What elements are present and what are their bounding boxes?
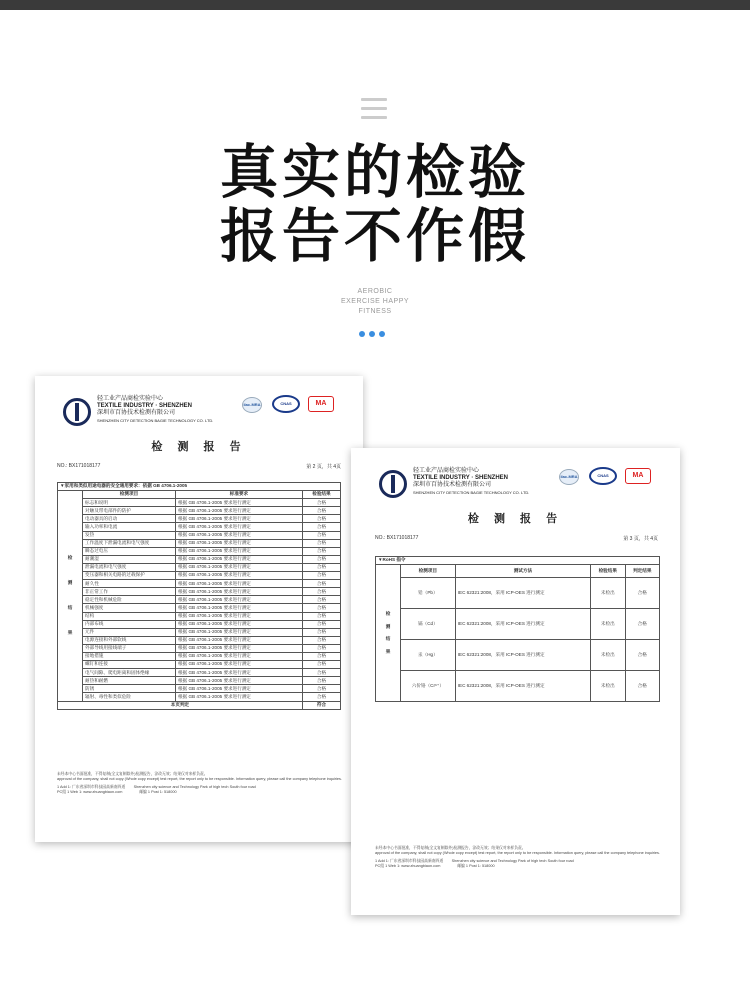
standard-requirement: 根据 GB 4706.1-2005 要求进行测定 bbox=[176, 620, 303, 628]
summary-row bbox=[58, 701, 341, 709]
test-item: 元件 bbox=[83, 628, 176, 636]
table-row bbox=[58, 612, 341, 620]
tagline bbox=[0, 287, 750, 317]
test-method: IEC 62321:2008，采用 ICP-OES 进行测定 bbox=[455, 578, 590, 609]
tagline-line-3: FITNESS bbox=[358, 308, 392, 315]
lab-company-en: SHENZHEN CITY DETECTION BAGIE TECHNOLOGY CO. LTD. bbox=[413, 490, 530, 495]
dot bbox=[359, 331, 365, 337]
side-label: 检 测 结 果 bbox=[376, 565, 401, 702]
test-result: 合格 bbox=[302, 669, 340, 677]
table-row bbox=[58, 652, 341, 660]
report-number: NO.: BX171018177 bbox=[57, 463, 101, 469]
dot bbox=[369, 331, 375, 337]
test-result: 合格 bbox=[302, 507, 340, 515]
test-item: 电源连接和外部软线 bbox=[83, 636, 176, 644]
test-result: 未检出 bbox=[591, 640, 625, 671]
standard-requirement: 根据 GB 4706.1-2005 要求进行测定 bbox=[176, 547, 303, 555]
page-number: 第 2 页，共 4页 bbox=[306, 464, 341, 470]
standard-requirement: 根据 GB 4706.1-2005 要求进行测定 bbox=[176, 499, 303, 507]
table-row bbox=[58, 669, 341, 677]
table-row bbox=[58, 661, 341, 669]
test-item: 电气间隙、爬电距离和固体绝缘 bbox=[83, 669, 176, 677]
table-row bbox=[58, 685, 341, 693]
ma-badge-icon: MA bbox=[308, 396, 334, 412]
tagline-line-2: EXERCISE HAPPY bbox=[340, 298, 410, 305]
test-result: 合格 bbox=[302, 604, 340, 612]
standard-requirement: 根据 GB 4706.1-2005 要求进行测定 bbox=[176, 580, 303, 588]
test-result: 未检出 bbox=[591, 609, 625, 640]
standard-requirement: 根据 GB 4706.1-2005 要求进行测定 bbox=[176, 644, 303, 652]
table-row bbox=[58, 677, 341, 685]
report-number: NO.: BX171018177 bbox=[375, 535, 419, 541]
rohs-results-table bbox=[375, 556, 660, 702]
test-result: 合格 bbox=[302, 580, 340, 588]
test-result: 合格 bbox=[302, 588, 340, 596]
test-item: 螺钉和连接 bbox=[83, 661, 176, 669]
table-row bbox=[58, 572, 341, 580]
test-item: 工作温度下泄漏电流和电气强度 bbox=[83, 539, 176, 547]
lab-logo-icon bbox=[63, 398, 91, 426]
test-item: 辐射、毒性和类似危险 bbox=[83, 693, 176, 701]
test-result: 合格 bbox=[302, 661, 340, 669]
test-result: 合格 bbox=[302, 677, 340, 685]
test-result: 合格 bbox=[302, 685, 340, 693]
standard-requirement: 根据 GB 4706.1-2005 要求进行测定 bbox=[176, 612, 303, 620]
test-item: 电动器具的启动 bbox=[83, 515, 176, 523]
side-label: 检 测 结 果 bbox=[58, 491, 83, 701]
test-result: 合格 bbox=[302, 693, 340, 701]
table-row bbox=[58, 604, 341, 612]
test-item: 瞬态过电压 bbox=[83, 547, 176, 555]
test-method: IEC 62321:2008，采用 ICP-OES 进行测定 bbox=[455, 640, 590, 671]
tagline-line-1: AEROBIC bbox=[357, 288, 393, 295]
headline-line-2: 报告不作假 bbox=[219, 202, 530, 270]
test-result: 合格 bbox=[302, 628, 340, 636]
standard-requirement: 根据 GB 4706.1-2005 要求进行测定 bbox=[176, 515, 303, 523]
test-result: 合格 bbox=[302, 547, 340, 555]
table-row bbox=[376, 640, 660, 671]
test-item: 耐久性 bbox=[83, 580, 176, 588]
report-footer bbox=[57, 772, 347, 795]
footer-web: PC组 1 Web 1: www.zhuangbiaon.com bbox=[57, 790, 123, 794]
footer-web: PC组 1 Web 1: www.zhuangbiaon.com bbox=[375, 864, 441, 868]
test-result: 合格 bbox=[302, 499, 340, 507]
footer-address-cn: 1 Add 1: 广东省深圳市科技园高新南四道 bbox=[375, 859, 444, 863]
col-header: 检测项目 bbox=[401, 565, 456, 578]
test-item: 泄漏电流和电气强度 bbox=[83, 563, 176, 571]
standard-requirement: 根据 GB 4706.1-2005 要求进行测定 bbox=[176, 628, 303, 636]
summary-label: 本页判定 bbox=[58, 701, 303, 709]
test-item: 结构 bbox=[83, 612, 176, 620]
test-result: 合格 bbox=[302, 523, 340, 531]
test-result: 合格 bbox=[302, 644, 340, 652]
test-item: 稳定性和机械危险 bbox=[83, 596, 176, 604]
standard-requirement: 根据 GB 4706.1-2005 要求进行测定 bbox=[176, 669, 303, 677]
table-section-title: ▼家用和类似用途电器的安全通用要求：依据 GB 4706.1-2005 bbox=[58, 483, 341, 491]
test-result: 合格 bbox=[302, 636, 340, 644]
table-row bbox=[58, 523, 341, 531]
table-row bbox=[376, 671, 660, 702]
top-bar bbox=[0, 0, 750, 10]
test-item: 汞（Hg） bbox=[401, 640, 456, 671]
col-header: 标准要求 bbox=[176, 491, 303, 499]
pagination-dots bbox=[359, 322, 391, 328]
col-header: 检验结果 bbox=[302, 491, 340, 499]
table-row bbox=[58, 555, 341, 563]
standard-requirement: 根据 GB 4706.1-2005 要求进行测定 bbox=[176, 604, 303, 612]
standard-requirement: 根据 GB 4706.1-2005 要求进行测定 bbox=[176, 572, 303, 580]
test-item: 机械强度 bbox=[83, 604, 176, 612]
standard-requirement: 根据 GB 4706.1-2005 要求进行测定 bbox=[176, 636, 303, 644]
table-row bbox=[58, 547, 341, 555]
table-row bbox=[376, 578, 660, 609]
standard-requirement: 根据 GB 4706.1-2005 要求进行测定 bbox=[176, 693, 303, 701]
standard-requirement: 根据 GB 4706.1-2005 要求进行测定 bbox=[176, 596, 303, 604]
cnas-badge-icon: CNAS bbox=[272, 395, 300, 413]
standard-requirement: 根据 GB 4706.1-2005 要求进行测定 bbox=[176, 661, 303, 669]
report-footer bbox=[375, 846, 665, 869]
lab-name-en: TEXTILE INDUSTRY · SHENZHEN bbox=[97, 403, 193, 409]
test-result: 合格 bbox=[302, 596, 340, 604]
test-item: 输入功率和电流 bbox=[83, 523, 176, 531]
test-item: 耐热和耐燃 bbox=[83, 677, 176, 685]
standard-requirement: 根据 GB 4706.1-2005 要求进行测定 bbox=[176, 588, 303, 596]
footer-address-en: Shenzhen city science and Technology Park of high tech South four road bbox=[133, 785, 256, 789]
footer-note-en: approval of the company, shall not copy (Whole copy except) test report, the report only to be responsible. Information query, please call the company telephone inquiries. bbox=[375, 851, 660, 855]
footer-note-cn: 未经本中心书面批准，不得复制(全文复制除外)检测报告，涂改无效；结果仅对来样负责。 bbox=[375, 846, 526, 850]
test-result: 合格 bbox=[302, 539, 340, 547]
test-item: 外部导线用接线端子 bbox=[83, 644, 176, 652]
safety-results-table bbox=[57, 482, 341, 710]
test-result: 合格 bbox=[302, 612, 340, 620]
table-row bbox=[58, 644, 341, 652]
ma-badge-icon: MA bbox=[625, 468, 651, 484]
table-row bbox=[58, 507, 341, 515]
table-row bbox=[58, 563, 341, 571]
table-section-title: ▼RoHS 指令 bbox=[376, 557, 660, 565]
test-item: 镉（Cd） bbox=[401, 609, 456, 640]
summary-result: 符合 bbox=[302, 701, 340, 709]
test-item: 发热 bbox=[83, 531, 176, 539]
standard-requirement: 根据 GB 4706.1-2005 要求进行测定 bbox=[176, 652, 303, 660]
lab-header bbox=[413, 468, 529, 496]
test-result: 合格 bbox=[302, 563, 340, 571]
standard-requirement: 根据 GB 4706.1-2005 要求进行测定 bbox=[176, 531, 303, 539]
report-title: 检 测 报 告 bbox=[467, 513, 564, 525]
test-item: 六价铬（Cr⁶⁺） bbox=[401, 671, 456, 702]
table-row bbox=[376, 609, 660, 640]
table-row bbox=[58, 531, 341, 539]
lab-company-cn: 深圳市百协技术检测有限公司 bbox=[97, 410, 176, 416]
footer-note-en: approval of the company, shall not copy (Whole copy except) test report, the report only to be responsible. Information query, please call the company telephone inquiries. bbox=[57, 777, 342, 781]
judgement: 合格 bbox=[625, 578, 659, 609]
report-title: 检 测 报 告 bbox=[151, 441, 247, 453]
lab-name-cn: 轻工业产品商检实验中心 bbox=[413, 468, 480, 474]
test-result: 未检出 bbox=[591, 578, 625, 609]
table-row bbox=[58, 515, 341, 523]
table-row bbox=[58, 636, 341, 644]
test-method: IEC 62321:2008，采用 ICP-OES 进行测定 bbox=[455, 671, 590, 702]
table-row bbox=[58, 620, 341, 628]
page-headline bbox=[0, 140, 750, 268]
judgement: 合格 bbox=[625, 671, 659, 702]
judgement: 合格 bbox=[625, 609, 659, 640]
standard-requirement: 根据 GB 4706.1-2005 要求进行测定 bbox=[176, 685, 303, 693]
test-result: 未检出 bbox=[591, 671, 625, 702]
table-row bbox=[58, 596, 341, 604]
table-row bbox=[58, 499, 341, 507]
test-item: 内部布线 bbox=[83, 620, 176, 628]
lab-header bbox=[97, 396, 213, 424]
page-number: 第 3 页，共 4页 bbox=[623, 536, 658, 542]
test-item: 铅（Pb） bbox=[401, 578, 456, 609]
test-item: 防锈 bbox=[83, 685, 176, 693]
headline-line-1: 真实的检验 bbox=[219, 138, 530, 206]
lab-company-cn: 深圳市百协技术检测有限公司 bbox=[413, 482, 492, 488]
test-item: 标志和说明 bbox=[83, 499, 176, 507]
table-row bbox=[58, 580, 341, 588]
test-result: 合格 bbox=[302, 572, 340, 580]
footer-address-cn: 1 Add 1: 广东省深圳市科技园高新南四道 bbox=[57, 785, 126, 789]
standard-requirement: 根据 GB 4706.1-2005 要求进行测定 bbox=[176, 539, 303, 547]
lab-logo-icon bbox=[379, 470, 407, 498]
standard-requirement: 根据 GB 4706.1-2005 要求进行测定 bbox=[176, 523, 303, 531]
test-report-page-2 bbox=[35, 376, 363, 842]
standard-requirement: 根据 GB 4706.1-2005 要求进行测定 bbox=[176, 563, 303, 571]
judgement: 合格 bbox=[625, 640, 659, 671]
dot bbox=[379, 331, 385, 337]
ilac-badge-icon: ilac-MRA bbox=[559, 469, 579, 485]
lab-name-cn: 轻工业产品商检实验中心 bbox=[97, 396, 164, 402]
table-row bbox=[58, 588, 341, 596]
test-item: 非正常工作 bbox=[83, 588, 176, 596]
standard-requirement: 根据 GB 4706.1-2005 要求进行测定 bbox=[176, 555, 303, 563]
col-header: 测试方法 bbox=[455, 565, 590, 578]
test-method: IEC 62321:2008，采用 ICP-OES 进行测定 bbox=[455, 609, 590, 640]
test-result: 合格 bbox=[302, 620, 340, 628]
footer-post: 邮编 1 Post 1: 518000 bbox=[457, 864, 495, 868]
test-result: 合格 bbox=[302, 652, 340, 660]
table-row bbox=[58, 628, 341, 636]
standard-requirement: 根据 GB 4706.1-2005 要求进行测定 bbox=[176, 677, 303, 685]
test-item: 接地措施 bbox=[83, 652, 176, 660]
test-report-page-3 bbox=[351, 448, 680, 915]
ilac-badge-icon: ilac-MRA bbox=[242, 397, 262, 413]
col-header: 检验结果 bbox=[591, 565, 625, 578]
test-item: 耐潮湿 bbox=[83, 555, 176, 563]
lab-company-en: SHENZHEN CITY DETECTION BAGIE TECHNOLOGY CO. LTD. bbox=[97, 418, 214, 423]
test-result: 合格 bbox=[302, 515, 340, 523]
col-header: 判定结果 bbox=[625, 565, 659, 578]
footer-address-en: Shenzhen city science and Technology Park of high tech South four road bbox=[451, 859, 574, 863]
table-row bbox=[58, 539, 341, 547]
col-header: 检测项目 bbox=[83, 491, 176, 499]
test-item: 对触及带电部件的防护 bbox=[83, 507, 176, 515]
test-result: 合格 bbox=[302, 531, 340, 539]
standard-requirement: 根据 GB 4706.1-2005 要求进行测定 bbox=[176, 507, 303, 515]
lab-name-en: TEXTILE INDUSTRY · SHENZHEN bbox=[413, 475, 509, 481]
footer-post: 邮编 1 Post 1: 518000 bbox=[139, 790, 177, 794]
cnas-badge-icon: CNAS bbox=[589, 467, 617, 485]
footer-note-cn: 未经本中心书面批准，不得复制(全文复制除外)检测报告，涂改无效；结果仅对来样负责。 bbox=[57, 772, 208, 776]
table-row bbox=[58, 693, 341, 701]
test-result: 合格 bbox=[302, 555, 340, 563]
menu-icon bbox=[361, 98, 387, 120]
test-item: 变压器和相关电路的过载保护 bbox=[83, 572, 176, 580]
